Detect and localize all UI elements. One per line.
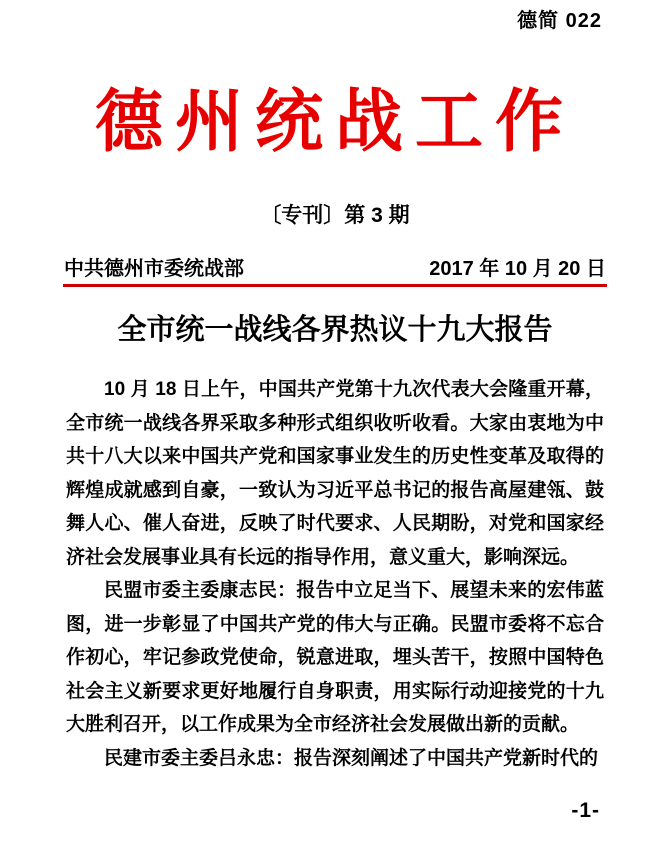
masthead-title: 德州统战工作 xyxy=(94,84,575,160)
publication-date: 2017 年 10 月 20 日 xyxy=(429,258,606,280)
article-title: 全市统一战线各界热议十九大报告 xyxy=(117,314,553,346)
article-body xyxy=(66,373,604,775)
publication-info-row xyxy=(64,258,606,284)
page-number: -1- xyxy=(571,799,600,822)
article-paragraph-3: 民建市委主委吕永忠：报告深刻阐述了中国共产党新时代的 xyxy=(104,747,599,769)
header-divider-rule xyxy=(63,284,607,287)
publisher-name: 中共德州市委统战部 xyxy=(64,258,244,280)
article-paragraph-1: 10 月 18 日上午，中国共产党第十九次代表大会隆重开幕，全市统一战线各界采取多种形式组织收听收看。大家由衷地为中共十八大以来中国共产党和国家事业发生的历史性变革及取得的辉煌成就感到自豪，一致认为习近平总书记的报告高屋建瓴、鼓舞人心、催人奋进，反映了时代要求、人民期盼，对党和国家经济社会发展事业具有长远的指导作用，意义重大，影响深远。 xyxy=(66,379,604,568)
article-paragraph-2: 民盟市委主委康志民：报告中立足当下、展望未来的宏伟蓝图，进一步彰显了中国共产党的伟大与正确。民盟市委将不忘合作初心，牢记参政党使命，锐意进取，埋头苦干，按照中国特色社会主义新要求更好地履行自身职责，用实际行动迎接党的十九大胜利召开，以工作成果为全市经济社会发展做出新的贡献。 xyxy=(66,580,604,735)
issue-label: 〔专刊〕第 3 期 xyxy=(260,204,410,227)
doc-number: 德简 022 xyxy=(517,10,602,32)
